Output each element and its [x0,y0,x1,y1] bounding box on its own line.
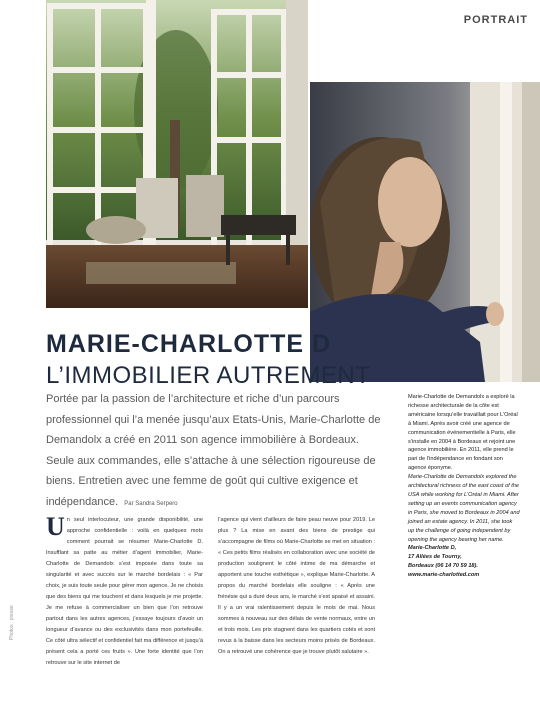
body-column-1 [46,512,203,669]
body-column-2 [218,515,375,658]
sidebar-french-text: Marie-Charlotte de Demandolx a exploré la richesse architecturale de la côte est américaine lorsqu’elle travaillait pour L’Oréal à Miami. Après avoir créé une agence de communication événementielle à Paris, elle s’installe en 2004 à Bordeaux et rejoint une agence immobilière. En 2011, elle prend le pari de l’indépendance en fondant son agence éponyme. [408,394,518,472]
headline [46,330,486,390]
contact-name: Marie-Charlotte D, [408,545,457,552]
body-column-1-text: n seul interlocuteur, une grande disponibilité, une approche confidentielle : voilà en quelques mots comment pourrait se résumer Marie-Charlotte D. Insufflant sa patte au métier d’agent immobilier, Marie-Charlotte de Demandolx s’est imposée dans toute sa singularité et avec succès sur le marché bordelais : « Par choix, je suis toute seule pour gérer mon agence. Je ne choisis que des biens qui me touchent et dans lesquels je me projette. Je me refuse à commercialiser un bien que l’on retrouve partout dans les autres agences, j’essaye toujours d’avoir un longueur d’avance ou des exclusivités dans mon portefeuille. Ce côté ultra sélectif et confidentiel fait ma différence et jusqu’à présent cela a porté ces fruits ». Une forte identité que l’on retrouve sur le site internet de [46,517,203,666]
interior-photo [46,0,308,308]
contact-address: 17 Allées de Tourny, [408,554,462,561]
sidebar-bio [408,393,520,580]
intro-paragraph [46,389,390,514]
headline-name: MARIE-CHARLOTTE D [46,330,332,358]
drop-cap: U [46,512,65,541]
headline-subtitle: L’IMMOBILIER AUTREMENT [46,362,371,389]
section-tag: PORTRAIT [463,14,528,26]
byline: Par Sandra Serpero [124,500,178,507]
intro-text: Portée par la passion de l’architecture et riche d’un parcours professionnel qui l’a menée jusqu’aux Etats-Unis, Marie-Charlotte de Demandolx a créé en 2011 son agence immobilière à Bordeaux. Seule aux commandes, elle s’attache à une sélection rigoureuse de biens. Entretien avec une femme de goût qui cultive exigence et indépendance. [46,393,381,508]
sidebar-english-text: Marie-Charlotte de Demandolx explored the architectural richness of the east coast of the USA while working for L’Oréal in Miami. After setting up an events communication agency in Paris, she moved to Bordeaux in 2004 and joined an estate agency. In 2011, she took up the challenge of going independent by opening the agency bearing her name. [408,474,520,543]
body-column-2-text: l’agence qui vient d’ailleurs de faire peau neuve pour 2019. Le plus ? La mise en avant des biens de prestige qui s’accompagne de films où Marie-Charlotte se met en situation : « Ces petits films réalisés en collaboration avec une société de production soulignent le côté intime de ma démarche et apportent une touche esthétique », explique Marie-Charlotte. A propos du marché bordelais elle souligne : « Après une frénésie qui a duré deux ans, le marché s’est apaisé et assaini. Il y a un vrai ralentissement depuis le mois de mai. Nous sommes à nouveau sur des délais de vente normaux, entre un et trois mois. Les prix stagnent dans les quartiers cotés et sont revus à la baisse dans les secteurs moins prisés de Bordeaux. On a retrouvé une cohérence que je trouve plutôt salutaire ». [218,517,375,655]
contact-phone: Bordeaux (06 14 70 59 18). [408,563,478,570]
photo-credit: Photos : presse [9,605,15,640]
contact-website[interactable]: www.marie-charlotted.com [408,572,480,579]
